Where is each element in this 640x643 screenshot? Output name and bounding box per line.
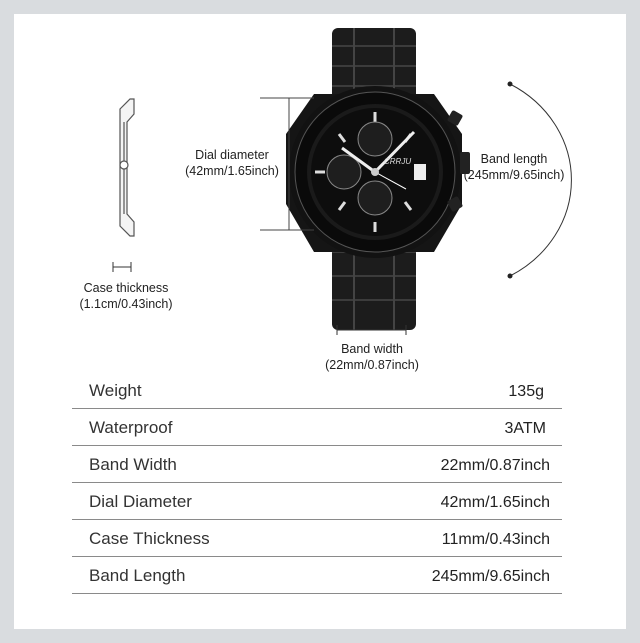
watch-dimension-diagram <box>14 14 626 384</box>
spec-row-waterproof <box>72 409 562 446</box>
brand-logo: CRRJU <box>384 157 412 166</box>
spec-value: 245mm/9.65inch <box>431 568 550 585</box>
spec-table <box>72 372 562 594</box>
product-spec-card <box>14 14 626 629</box>
spec-name: Band Width <box>89 455 177 474</box>
spec-row-dial-diameter <box>72 483 562 520</box>
band-length-label: Band length (245mm/9.65inch) <box>463 152 565 182</box>
spec-name: Case Thickness <box>89 529 210 548</box>
spec-row-weight <box>72 372 562 409</box>
spec-name: Weight <box>89 381 142 400</box>
case-thickness-label: Case thickness (1.1cm/0.43inch) <box>79 281 173 311</box>
spec-name: Waterproof <box>89 418 173 437</box>
spec-name: Dial Diameter <box>89 492 192 511</box>
case-thickness-marker <box>113 262 131 272</box>
spec-row-band-length <box>72 557 562 594</box>
dial-diameter-label: Dial diameter (42mm/1.65inch) <box>185 148 279 178</box>
spec-value: 11mm/0.43inch <box>441 531 550 548</box>
spec-value: 3ATM <box>504 420 546 437</box>
spec-row-band-width <box>72 446 562 483</box>
spec-value: 22mm/0.87inch <box>440 457 550 474</box>
spec-value: 42mm/1.65inch <box>440 494 550 511</box>
spec-row-case-thickness <box>72 520 562 557</box>
spec-value: 135g <box>508 383 544 400</box>
band-width-label: Band width (22mm/0.87inch) <box>325 342 419 372</box>
watch-side-profile <box>120 99 134 236</box>
spec-name: Band Length <box>89 566 186 585</box>
